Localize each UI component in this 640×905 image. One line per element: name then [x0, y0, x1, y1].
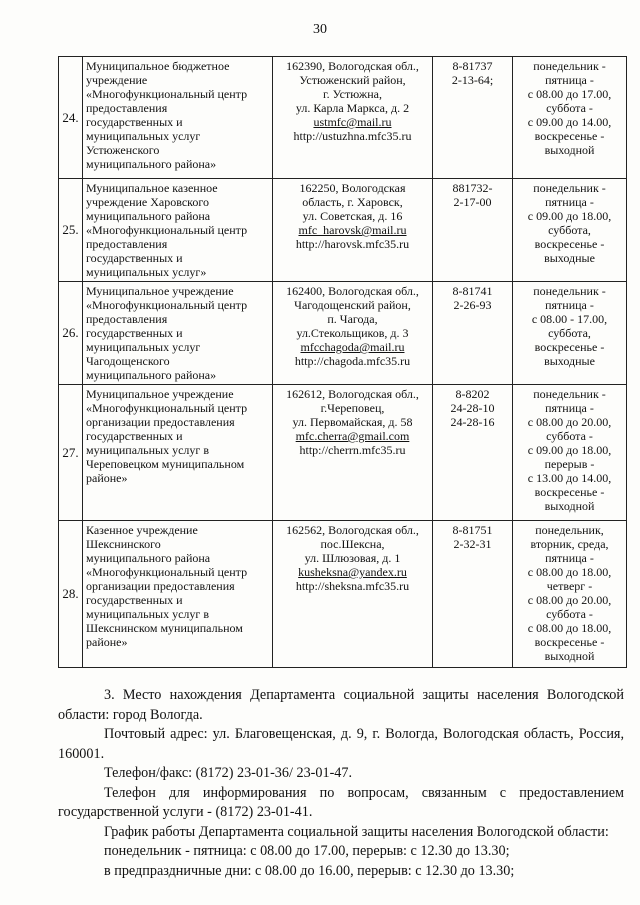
text-line: суббота -	[546, 607, 593, 621]
text-line: «Многофункциональный центр	[86, 87, 248, 101]
text-line: г.Череповец,	[320, 401, 385, 415]
text-line: понедельник -	[533, 181, 606, 195]
text-line: Чагодощенский район,	[294, 298, 411, 312]
organization-schedule	[513, 57, 627, 179]
text-line: пятница -	[545, 195, 594, 209]
text-line: Муниципальное учреждение	[86, 387, 234, 401]
text-line: 881732-	[452, 181, 493, 195]
text-line: муниципальных услуг	[86, 340, 201, 354]
text-line: 162562, Вологодская обл.,	[286, 523, 419, 537]
text-line: предоставления	[86, 101, 168, 115]
text-line: 2-32-31	[453, 537, 492, 551]
website-link[interactable]: http://cherrn.mfc35.ru	[299, 443, 406, 457]
text-line: с 08.00 до 18.00,	[527, 565, 612, 579]
text-line: организации предоставления	[86, 579, 235, 593]
row-number: 25.	[59, 179, 83, 282]
website-link[interactable]: http://harovsk.mfc35.ru	[295, 237, 410, 251]
text-line: муниципального района	[86, 209, 211, 223]
text-line: суббота -	[546, 101, 593, 115]
organization-name	[83, 282, 273, 385]
organization-address	[273, 385, 433, 521]
email-link[interactable]: mfcchagoda@mail.ru	[300, 340, 405, 354]
text-line: п. Чагода,	[327, 312, 378, 326]
text-line: 162390, Вологодская обл.,	[286, 59, 419, 73]
text-line: учреждение Харовского	[86, 195, 210, 209]
text-line: «Многофункциональный центр	[86, 565, 248, 579]
text-line: с 08.00 до 20.00,	[527, 415, 612, 429]
text-line: муниципального района	[86, 551, 211, 565]
text-line: 8-81751	[452, 523, 493, 537]
text-line: Муниципальное казенное	[86, 181, 218, 195]
text-line: Череповецком муниципальном	[86, 457, 245, 471]
organization-phone	[433, 521, 513, 668]
text-line: с 08.00 до 17.00,	[527, 87, 612, 101]
text-line: организации предоставления	[86, 415, 235, 429]
text-line: г. Устюжна,	[323, 87, 382, 101]
text-line: четверг -	[546, 579, 593, 593]
text-line: учреждение	[86, 73, 148, 87]
text-line: муниципального района»	[86, 157, 217, 171]
text-line: 8-81741	[452, 284, 493, 298]
organization-schedule	[513, 179, 627, 282]
text-line: Муниципальное бюджетное	[86, 59, 230, 73]
paragraph: График работы Департамента социальной защиты населения Вологодской области:	[104, 823, 609, 840]
text-line: 162250, Вологодская	[299, 181, 406, 195]
row-number: 26.	[59, 282, 83, 385]
text-line: Казенное учреждение	[86, 523, 198, 537]
text-line: государственных и	[86, 326, 183, 340]
row-number: 27.	[59, 385, 83, 521]
text-line: 162400, Вологодская обл.,	[286, 284, 419, 298]
text-line: государственных и	[86, 115, 183, 129]
text-line: с 09.00 до 18.00,	[527, 209, 612, 223]
text-line: предоставления	[86, 312, 168, 326]
text-line: 8-8202	[455, 387, 490, 401]
text-line: пятница -	[545, 551, 594, 565]
text-line: Чагодощенского	[86, 354, 170, 368]
mfc-table	[58, 56, 627, 668]
text-line: 24-28-10	[450, 401, 495, 415]
text-line: предоставления	[86, 237, 168, 251]
organization-name	[83, 521, 273, 668]
text-line: государственных и	[86, 593, 183, 607]
text-line: муниципальных услуг в	[86, 607, 209, 621]
text-line: с 09.00 до 18.00,	[527, 443, 612, 457]
text-line: пятница -	[545, 73, 594, 87]
text-line: районе»	[86, 635, 128, 649]
organization-name	[83, 385, 273, 521]
text-line: государственных и	[86, 251, 183, 265]
text-line: ул. Шлюзовая, д. 1	[304, 551, 401, 565]
email-link[interactable]: mfc.cherra@gmail.com	[295, 429, 410, 443]
text-line: «Многофункциональный центр	[86, 401, 248, 415]
text-line: с 08.00 - 17.00,	[531, 312, 608, 326]
text-line: выходной	[544, 649, 595, 663]
paragraph: Почтовый адрес: ул. Благовещенская, д. 9, г. Вологда, Вологодская область, Россия, 160001.	[58, 726, 624, 762]
text-line: с 09.00 до 14.00,	[527, 115, 612, 129]
text-line: ул. Советская, д. 16	[302, 209, 403, 223]
text-line: с 08.00 до 20.00,	[527, 593, 612, 607]
text-line: пятница -	[545, 401, 594, 415]
text-line: воскресенье -	[534, 485, 605, 499]
paragraph: понедельник - пятница: с 08.00 до 17.00, перерыв: с 12.30 до 13.30;	[104, 843, 510, 859]
text-line: муниципальных услуг в	[86, 443, 209, 457]
table-row	[59, 57, 627, 179]
text-line: область, г. Харовск,	[302, 195, 403, 209]
text-line: вторник, среда,	[530, 537, 609, 551]
text-line: выходные	[544, 354, 595, 368]
text-line: с 08.00 до 18.00,	[527, 621, 612, 635]
text-line: 2-17-00	[453, 195, 492, 209]
organization-address	[273, 521, 433, 668]
text-line: Шекснинского	[86, 537, 161, 551]
organization-phone	[433, 179, 513, 282]
text-line: пос.Шексна,	[320, 537, 385, 551]
organization-address	[273, 57, 433, 179]
organization-phone	[433, 57, 513, 179]
text-line: Шекснинском муниципальном	[86, 621, 243, 635]
paragraph: Телефон/факс: (8172) 23-01-36/ 23-01-47.	[104, 765, 353, 781]
organization-schedule	[513, 521, 627, 668]
page-number: 30	[313, 22, 327, 37]
text-line: ул. Первомайская, д. 58	[292, 415, 413, 429]
organization-address	[273, 282, 433, 385]
text-line: Устюженского	[86, 143, 160, 157]
organization-schedule	[513, 385, 627, 521]
text-line: суббота,	[548, 223, 591, 237]
organization-phone	[433, 385, 513, 521]
paragraph: 3. Место нахождения Департамента социальной защиты населения Вологодской области: город Вологда.	[58, 687, 624, 723]
text-line: воскресенье -	[534, 340, 605, 354]
organization-phone	[433, 282, 513, 385]
website-link[interactable]: http://sheksna.mfc35.ru	[295, 579, 410, 593]
organization-name	[83, 57, 273, 179]
text-line: ул.Стекольщиков, д. 3	[296, 326, 409, 340]
text-line: понедельник -	[533, 387, 606, 401]
organization-name	[83, 179, 273, 282]
table-row	[59, 521, 627, 668]
table-row	[59, 282, 627, 385]
text-line: суббота -	[546, 429, 593, 443]
text-line: понедельник -	[533, 59, 606, 73]
text-line: 8-81737	[452, 59, 493, 73]
text-line: «Многофункциональный центр	[86, 298, 248, 312]
text-line: муниципальных услуг»	[86, 265, 207, 279]
text-line: государственных и	[86, 429, 183, 443]
text-line: «Многофункциональный центр	[86, 223, 248, 237]
organization-schedule	[513, 282, 627, 385]
text-line: муниципальных услуг	[86, 129, 201, 143]
text-line: перерыв -	[544, 457, 595, 471]
text-line: воскресенье -	[534, 635, 605, 649]
text-line: суббота,	[548, 326, 591, 340]
text-line: выходные	[544, 251, 595, 265]
text-line: выходной	[544, 143, 595, 157]
table-row	[59, 385, 627, 521]
organization-address	[273, 179, 433, 282]
text-line: пятница -	[545, 298, 594, 312]
text-line: ул. Карла Маркса, д. 2	[295, 101, 410, 115]
row-number: 24.	[59, 57, 83, 179]
text-line: воскресенье -	[534, 237, 605, 251]
text-line: 162612, Вологодская обл.,	[286, 387, 419, 401]
email-link[interactable]: mfc_harovsk@mail.ru	[298, 223, 407, 237]
text-line: понедельник -	[533, 284, 606, 298]
text-line: 24-28-16	[450, 415, 495, 429]
text-line: понедельник,	[535, 523, 604, 537]
website-link[interactable]: http://ustuzhna.mfc35.ru	[293, 129, 412, 143]
email-link[interactable]: kusheksna@yandex.ru	[298, 565, 407, 579]
email-link[interactable]: ustmfc@mail.ru	[313, 115, 392, 129]
row-number: 28.	[59, 521, 83, 668]
paragraph: Телефон для информирования по вопросам, связанным с предоставлением государственной услуги - (8172) 23-01-41.	[58, 784, 624, 820]
table-row	[59, 179, 627, 282]
text-line: районе»	[86, 471, 128, 485]
text-line: 2-13-64;	[451, 73, 494, 87]
text-line: выходной	[544, 499, 595, 513]
text-line: 2-26-93	[453, 298, 492, 312]
text-line: Устюженский район,	[299, 73, 406, 87]
text-line: воскресенье -	[534, 129, 605, 143]
website-link[interactable]: http://chagoda.mfc35.ru	[294, 354, 411, 368]
text-line: Муниципальное учреждение	[86, 284, 234, 298]
text-line: с 13.00 до 14.00,	[527, 471, 612, 485]
paragraph: в предпраздничные дни: с 08.00 до 16.00, перерыв: с 12.30 до 13.30;	[104, 862, 515, 879]
text-line: муниципального района»	[86, 368, 217, 382]
department-info	[58, 686, 624, 881]
